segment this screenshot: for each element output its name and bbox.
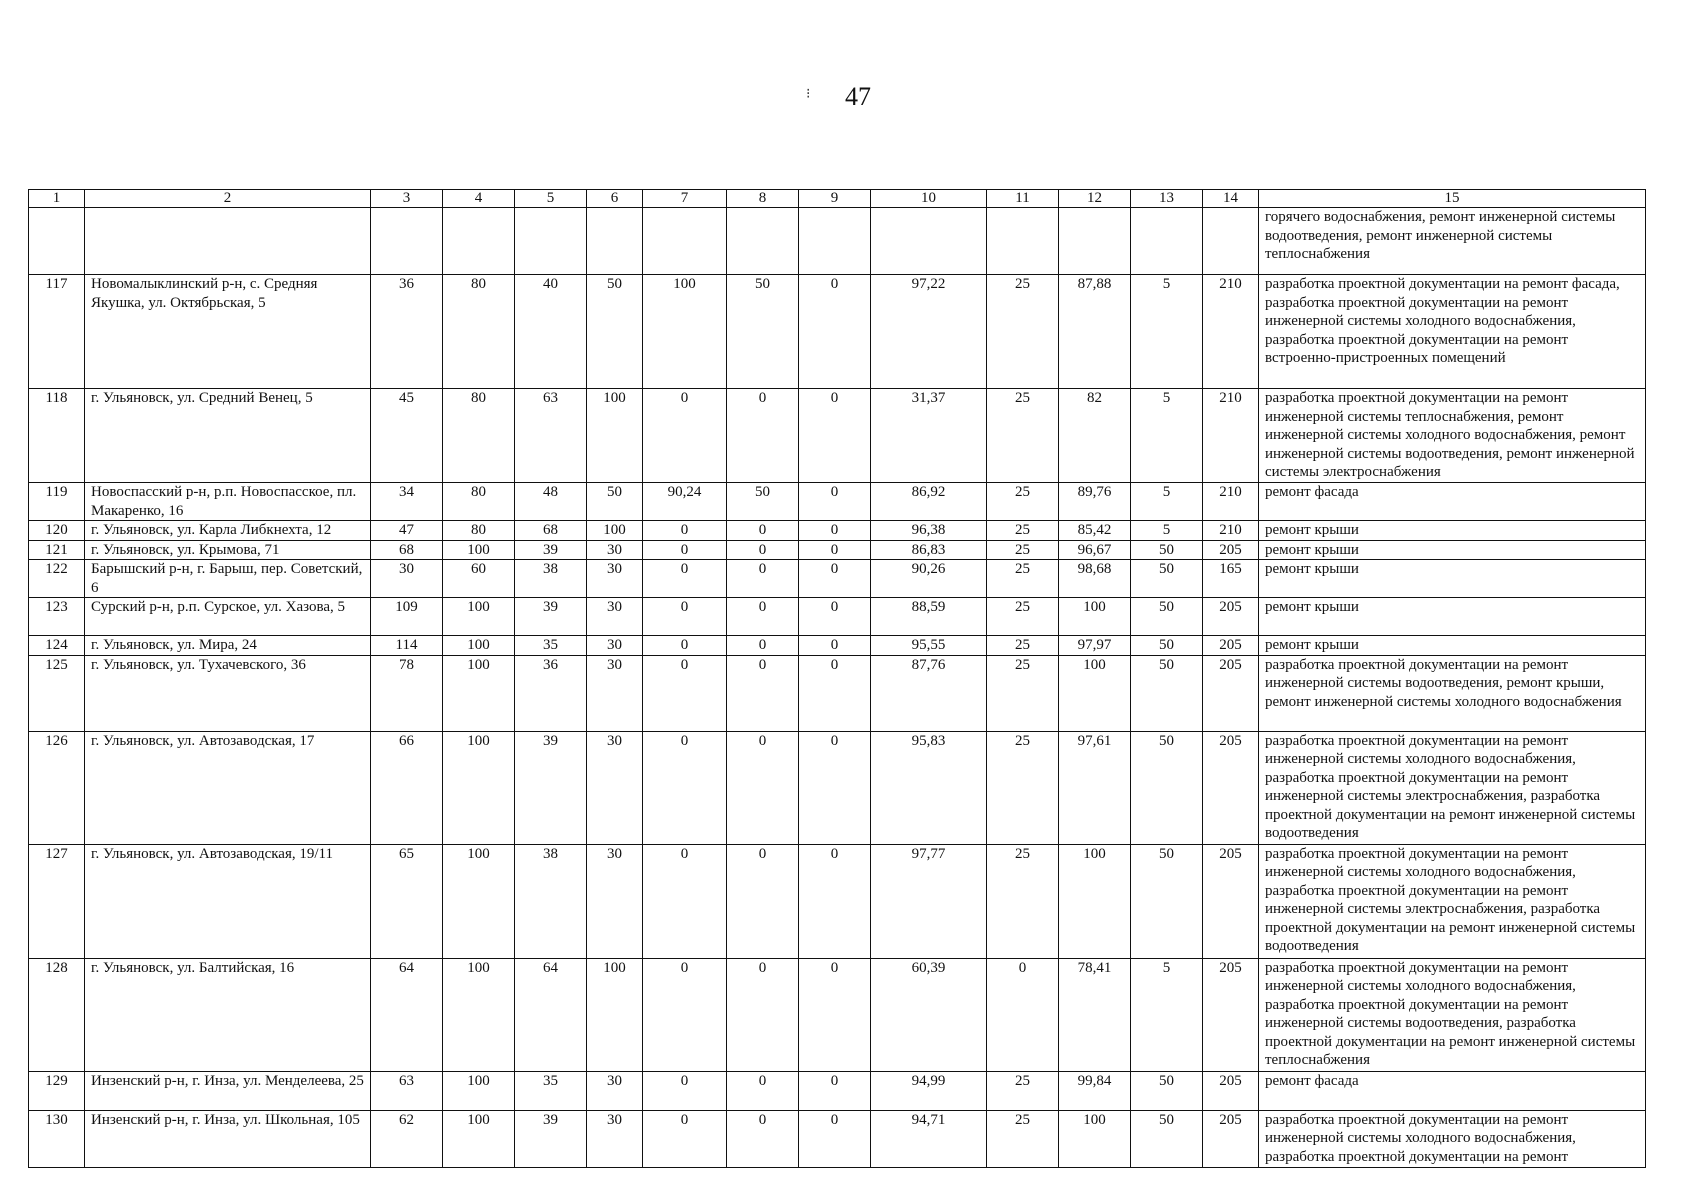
- col-14-cell: 205: [1203, 1110, 1259, 1167]
- address-cell: г. Ульяновск, ул. Крымова, 71: [85, 540, 371, 560]
- col-11-cell: 25: [987, 844, 1059, 958]
- col-14-cell: 210: [1203, 389, 1259, 483]
- col-9-cell: 0: [799, 958, 871, 1071]
- col-11-cell: 25: [987, 389, 1059, 483]
- row-number-cell: 123: [29, 598, 85, 636]
- col-3-cell: 68: [371, 540, 443, 560]
- column-header-8: 8: [727, 190, 799, 208]
- col-4-cell: 100: [443, 540, 515, 560]
- col-7-cell: 0: [643, 655, 727, 731]
- col-4-cell: 100: [443, 636, 515, 656]
- page-number: 47: [845, 82, 871, 111]
- row-number-cell: [29, 208, 85, 275]
- work-description-cell: ремонт крыши: [1259, 560, 1646, 598]
- column-header-4: 4: [443, 190, 515, 208]
- col-4-cell: 80: [443, 483, 515, 521]
- col-10-cell: 87,76: [871, 655, 987, 731]
- col-3-cell: [371, 208, 443, 275]
- col-11-cell: 25: [987, 540, 1059, 560]
- work-description-cell: разработка проектной документации на ремонт инженерной системы холодного водоснабжения, разработка проектной документации на ремонт инженерной системы электроснабжения, разработка проектной документации на ремонт инженерной системы водоотведения: [1259, 731, 1646, 844]
- col-5-cell: 35: [515, 1071, 587, 1110]
- col-11-cell: 0: [987, 958, 1059, 1071]
- table-row: [29, 540, 1646, 560]
- col-8-cell: 50: [727, 275, 799, 389]
- col-9-cell: 0: [799, 521, 871, 541]
- col-7-cell: 0: [643, 731, 727, 844]
- col-8-cell: 0: [727, 598, 799, 636]
- row-number-cell: 127: [29, 844, 85, 958]
- col-4-cell: 60: [443, 560, 515, 598]
- col-8-cell: 0: [727, 655, 799, 731]
- col-10-cell: 88,59: [871, 598, 987, 636]
- col-8-cell: 0: [727, 389, 799, 483]
- col-3-cell: 45: [371, 389, 443, 483]
- col-6-cell: 50: [587, 483, 643, 521]
- col-6-cell: 30: [587, 540, 643, 560]
- col-12-cell: 98,68: [1059, 560, 1131, 598]
- col-8-cell: 0: [727, 731, 799, 844]
- col-8-cell: 0: [727, 521, 799, 541]
- col-12-cell: 97,97: [1059, 636, 1131, 656]
- col-6-cell: 30: [587, 844, 643, 958]
- col-12-cell: 100: [1059, 844, 1131, 958]
- col-12-cell: [1059, 208, 1131, 275]
- col-11-cell: 25: [987, 275, 1059, 389]
- col-9-cell: 0: [799, 483, 871, 521]
- row-number-cell: 118: [29, 389, 85, 483]
- col-4-cell: 80: [443, 275, 515, 389]
- column-header-12: 12: [1059, 190, 1131, 208]
- col-13-cell: 5: [1131, 389, 1203, 483]
- col-11-cell: 25: [987, 1110, 1059, 1167]
- col-14-cell: 205: [1203, 844, 1259, 958]
- work-description-cell: разработка проектной документации на ремонт инженерной системы холодного водоснабжения, разработка проектной документации на ремонт инженерной системы электроснабжения, разработка проектной документации на ремонт инженерной системы водоотведения: [1259, 844, 1646, 958]
- col-11-cell: 25: [987, 560, 1059, 598]
- col-3-cell: 64: [371, 958, 443, 1071]
- work-description-cell: горячего водоснабжения, ремонт инженерной системы водоотведения, ремонт инженерной системы теплоснабжения: [1259, 208, 1646, 275]
- col-7-cell: 0: [643, 598, 727, 636]
- col-11-cell: 25: [987, 521, 1059, 541]
- col-6-cell: 100: [587, 389, 643, 483]
- column-header-9: 9: [799, 190, 871, 208]
- col-8-cell: 50: [727, 483, 799, 521]
- col-9-cell: [799, 208, 871, 275]
- col-14-cell: [1203, 208, 1259, 275]
- table-row: [29, 655, 1646, 731]
- col-13-cell: 50: [1131, 731, 1203, 844]
- col-11-cell: 25: [987, 483, 1059, 521]
- table-row: [29, 844, 1646, 958]
- table-row: [29, 275, 1646, 389]
- col-9-cell: 0: [799, 636, 871, 656]
- col-13-cell: 50: [1131, 655, 1203, 731]
- col-6-cell: 100: [587, 958, 643, 1071]
- col-6-cell: 100: [587, 521, 643, 541]
- col-9-cell: 0: [799, 844, 871, 958]
- col-4-cell: 100: [443, 1110, 515, 1167]
- col-13-cell: 5: [1131, 275, 1203, 389]
- col-6-cell: 30: [587, 1071, 643, 1110]
- row-number-cell: 120: [29, 521, 85, 541]
- col-3-cell: 78: [371, 655, 443, 731]
- col-7-cell: 0: [643, 1071, 727, 1110]
- col-6-cell: [587, 208, 643, 275]
- col-12-cell: 89,76: [1059, 483, 1131, 521]
- col-4-cell: 100: [443, 655, 515, 731]
- work-description-cell: ремонт фасада: [1259, 483, 1646, 521]
- col-6-cell: 30: [587, 731, 643, 844]
- table-row: [29, 1110, 1646, 1167]
- col-8-cell: 0: [727, 1110, 799, 1167]
- col-9-cell: 0: [799, 1110, 871, 1167]
- col-7-cell: 0: [643, 844, 727, 958]
- col-5-cell: 39: [515, 598, 587, 636]
- column-header-1: 1: [29, 190, 85, 208]
- col-10-cell: 86,83: [871, 540, 987, 560]
- col-7-cell: 0: [643, 540, 727, 560]
- col-6-cell: 30: [587, 598, 643, 636]
- col-13-cell: 50: [1131, 1071, 1203, 1110]
- col-5-cell: 35: [515, 636, 587, 656]
- table-row: [29, 521, 1646, 541]
- row-number-cell: 122: [29, 560, 85, 598]
- work-description-cell: разработка проектной документации на ремонт инженерной системы водоотведения, ремонт крыши, ремонт инженерной системы холодного водоснабжения: [1259, 655, 1646, 731]
- address-cell: Барышский р-н, г. Барыш, пер. Советский, 6: [85, 560, 371, 598]
- col-3-cell: 30: [371, 560, 443, 598]
- col-6-cell: 30: [587, 655, 643, 731]
- address-cell: г. Ульяновск, ул. Автозаводская, 17: [85, 731, 371, 844]
- col-3-cell: 66: [371, 731, 443, 844]
- col-9-cell: 0: [799, 389, 871, 483]
- col-10-cell: 60,39: [871, 958, 987, 1071]
- col-4-cell: 80: [443, 521, 515, 541]
- col-11-cell: 25: [987, 655, 1059, 731]
- col-14-cell: 205: [1203, 958, 1259, 1071]
- column-header-7: 7: [643, 190, 727, 208]
- row-number-cell: 121: [29, 540, 85, 560]
- col-7-cell: 0: [643, 636, 727, 656]
- col-6-cell: 30: [587, 636, 643, 656]
- col-13-cell: 50: [1131, 560, 1203, 598]
- col-14-cell: 205: [1203, 540, 1259, 560]
- col-13-cell: 5: [1131, 521, 1203, 541]
- address-cell: Новоспасский р-н, р.п. Новоспасское, пл. Макаренко, 16: [85, 483, 371, 521]
- col-6-cell: 50: [587, 275, 643, 389]
- column-header-3: 3: [371, 190, 443, 208]
- address-cell: Сурский р-н, р.п. Сурское, ул. Хазова, 5: [85, 598, 371, 636]
- col-8-cell: 0: [727, 844, 799, 958]
- table-header-row: [29, 190, 1646, 208]
- work-description-cell: ремонт крыши: [1259, 540, 1646, 560]
- col-9-cell: 0: [799, 560, 871, 598]
- col-12-cell: 100: [1059, 598, 1131, 636]
- table-row: [29, 598, 1646, 636]
- col-11-cell: 25: [987, 598, 1059, 636]
- col-11-cell: 25: [987, 636, 1059, 656]
- col-4-cell: 100: [443, 958, 515, 1071]
- row-number-cell: 125: [29, 655, 85, 731]
- col-14-cell: 205: [1203, 636, 1259, 656]
- col-7-cell: [643, 208, 727, 275]
- row-number-cell: 124: [29, 636, 85, 656]
- col-8-cell: 0: [727, 560, 799, 598]
- col-14-cell: 205: [1203, 598, 1259, 636]
- col-8-cell: 0: [727, 958, 799, 1071]
- col-13-cell: [1131, 208, 1203, 275]
- table-row: [29, 1071, 1646, 1110]
- address-cell: г. Ульяновск, ул. Мира, 24: [85, 636, 371, 656]
- col-5-cell: [515, 208, 587, 275]
- col-5-cell: 36: [515, 655, 587, 731]
- col-14-cell: 205: [1203, 1071, 1259, 1110]
- col-5-cell: 48: [515, 483, 587, 521]
- col-12-cell: 78,41: [1059, 958, 1131, 1071]
- col-7-cell: 100: [643, 275, 727, 389]
- col-3-cell: 34: [371, 483, 443, 521]
- col-13-cell: 50: [1131, 844, 1203, 958]
- col-13-cell: 50: [1131, 598, 1203, 636]
- col-14-cell: 165: [1203, 560, 1259, 598]
- col-5-cell: 38: [515, 844, 587, 958]
- col-12-cell: 82: [1059, 389, 1131, 483]
- col-10-cell: 95,55: [871, 636, 987, 656]
- row-number-cell: 128: [29, 958, 85, 1071]
- col-4-cell: 100: [443, 844, 515, 958]
- col-4-cell: 100: [443, 598, 515, 636]
- col-11-cell: 25: [987, 731, 1059, 844]
- col-12-cell: 85,42: [1059, 521, 1131, 541]
- address-cell: Инзенский р-н, г. Инза, ул. Школьная, 105: [85, 1110, 371, 1167]
- work-description-cell: ремонт крыши: [1259, 636, 1646, 656]
- work-description-cell: разработка проектной документации на ремонт инженерной системы холодного водоснабжения, разработка проектной документации на ремонт: [1259, 1110, 1646, 1167]
- col-12-cell: 99,84: [1059, 1071, 1131, 1110]
- col-3-cell: 109: [371, 598, 443, 636]
- table-row: [29, 560, 1646, 598]
- column-header-15: 15: [1259, 190, 1646, 208]
- col-13-cell: 50: [1131, 636, 1203, 656]
- col-7-cell: 90,24: [643, 483, 727, 521]
- col-10-cell: [871, 208, 987, 275]
- col-13-cell: 5: [1131, 958, 1203, 1071]
- col-6-cell: 30: [587, 1110, 643, 1167]
- col-5-cell: 39: [515, 731, 587, 844]
- col-4-cell: 100: [443, 731, 515, 844]
- register-table: [28, 189, 1646, 1168]
- col-12-cell: 100: [1059, 655, 1131, 731]
- col-12-cell: 100: [1059, 1110, 1131, 1167]
- col-14-cell: 210: [1203, 521, 1259, 541]
- col-8-cell: 0: [727, 540, 799, 560]
- col-4-cell: 80: [443, 389, 515, 483]
- col-8-cell: 0: [727, 1071, 799, 1110]
- col-7-cell: 0: [643, 560, 727, 598]
- address-cell: Новомалыклинский р-н, с. Средняя Якушка, ул. Октябрьская, 5: [85, 275, 371, 389]
- col-11-cell: [987, 208, 1059, 275]
- col-5-cell: 38: [515, 560, 587, 598]
- col-5-cell: 39: [515, 1110, 587, 1167]
- col-7-cell: 0: [643, 1110, 727, 1167]
- column-header-6: 6: [587, 190, 643, 208]
- col-10-cell: 90,26: [871, 560, 987, 598]
- col-12-cell: 96,67: [1059, 540, 1131, 560]
- work-description-cell: ремонт крыши: [1259, 521, 1646, 541]
- col-3-cell: 62: [371, 1110, 443, 1167]
- column-header-14: 14: [1203, 190, 1259, 208]
- work-description-cell: разработка проектной документации на ремонт инженерной системы теплоснабжения, ремонт инженерной системы холодного водоснабжения, ремонт инженерной системы водоотведения, ремонт инженерной системы электроснабжения: [1259, 389, 1646, 483]
- col-10-cell: 97,77: [871, 844, 987, 958]
- col-7-cell: 0: [643, 958, 727, 1071]
- row-number-cell: 117: [29, 275, 85, 389]
- col-5-cell: 40: [515, 275, 587, 389]
- col-8-cell: 0: [727, 636, 799, 656]
- address-cell: г. Ульяновск, ул. Балтийская, 16: [85, 958, 371, 1071]
- address-cell: г. Ульяновск, ул. Средний Венец, 5: [85, 389, 371, 483]
- col-13-cell: 50: [1131, 1110, 1203, 1167]
- col-9-cell: 0: [799, 598, 871, 636]
- col-3-cell: 47: [371, 521, 443, 541]
- col-5-cell: 64: [515, 958, 587, 1071]
- col-5-cell: 63: [515, 389, 587, 483]
- work-description-cell: разработка проектной документации на ремонт инженерной системы холодного водоснабжения, разработка проектной документации на ремонт инженерной системы водоотведения, разработка проектной документации на ремонт инженерной системы теплоснабжения: [1259, 958, 1646, 1071]
- col-5-cell: 39: [515, 540, 587, 560]
- address-cell: г. Ульяновск, ул. Тухачевского, 36: [85, 655, 371, 731]
- col-9-cell: 0: [799, 540, 871, 560]
- col-3-cell: 63: [371, 1071, 443, 1110]
- column-header-5: 5: [515, 190, 587, 208]
- col-11-cell: 25: [987, 1071, 1059, 1110]
- column-header-2: 2: [85, 190, 371, 208]
- col-14-cell: 205: [1203, 655, 1259, 731]
- col-10-cell: 97,22: [871, 275, 987, 389]
- col-7-cell: 0: [643, 521, 727, 541]
- row-number-cell: 129: [29, 1071, 85, 1110]
- row-number-cell: 119: [29, 483, 85, 521]
- col-14-cell: 205: [1203, 731, 1259, 844]
- work-description-cell: ремонт крыши: [1259, 598, 1646, 636]
- address-cell: [85, 208, 371, 275]
- column-header-11: 11: [987, 190, 1059, 208]
- col-9-cell: 0: [799, 655, 871, 731]
- col-3-cell: 36: [371, 275, 443, 389]
- col-10-cell: 86,92: [871, 483, 987, 521]
- table-row: [29, 389, 1646, 483]
- address-cell: Инзенский р-н, г. Инза, ул. Менделеева, 25: [85, 1071, 371, 1110]
- work-description-cell: разработка проектной документации на ремонт фасада, разработка проектной документации на ремонт инженерной системы холодного водоснабжения, разработка проектной документации на ремонт встроенно-пристроенных помещений: [1259, 275, 1646, 389]
- col-10-cell: 94,99: [871, 1071, 987, 1110]
- address-cell: г. Ульяновск, ул. Карла Либкнехта, 12: [85, 521, 371, 541]
- col-9-cell: 0: [799, 1071, 871, 1110]
- table-row: [29, 208, 1646, 275]
- col-3-cell: 65: [371, 844, 443, 958]
- work-description-cell: ремонт фасада: [1259, 1071, 1646, 1110]
- column-header-10: 10: [871, 190, 987, 208]
- col-9-cell: 0: [799, 731, 871, 844]
- col-14-cell: 210: [1203, 483, 1259, 521]
- table-row: [29, 636, 1646, 656]
- col-7-cell: 0: [643, 389, 727, 483]
- table-row: [29, 958, 1646, 1071]
- row-number-cell: 126: [29, 731, 85, 844]
- col-10-cell: 94,71: [871, 1110, 987, 1167]
- table-row: [29, 483, 1646, 521]
- col-14-cell: 210: [1203, 275, 1259, 389]
- scan-artifact-mark: ⁝: [806, 87, 811, 102]
- col-12-cell: 97,61: [1059, 731, 1131, 844]
- row-number-cell: 130: [29, 1110, 85, 1167]
- col-13-cell: 50: [1131, 540, 1203, 560]
- table-row: [29, 731, 1646, 844]
- col-13-cell: 5: [1131, 483, 1203, 521]
- col-10-cell: 31,37: [871, 389, 987, 483]
- col-6-cell: 30: [587, 560, 643, 598]
- col-8-cell: [727, 208, 799, 275]
- col-4-cell: [443, 208, 515, 275]
- col-9-cell: 0: [799, 275, 871, 389]
- col-12-cell: 87,88: [1059, 275, 1131, 389]
- col-5-cell: 68: [515, 521, 587, 541]
- address-cell: г. Ульяновск, ул. Автозаводская, 19/11: [85, 844, 371, 958]
- table-body: [29, 208, 1646, 1168]
- col-10-cell: 96,38: [871, 521, 987, 541]
- column-header-13: 13: [1131, 190, 1203, 208]
- col-3-cell: 114: [371, 636, 443, 656]
- col-10-cell: 95,83: [871, 731, 987, 844]
- col-4-cell: 100: [443, 1071, 515, 1110]
